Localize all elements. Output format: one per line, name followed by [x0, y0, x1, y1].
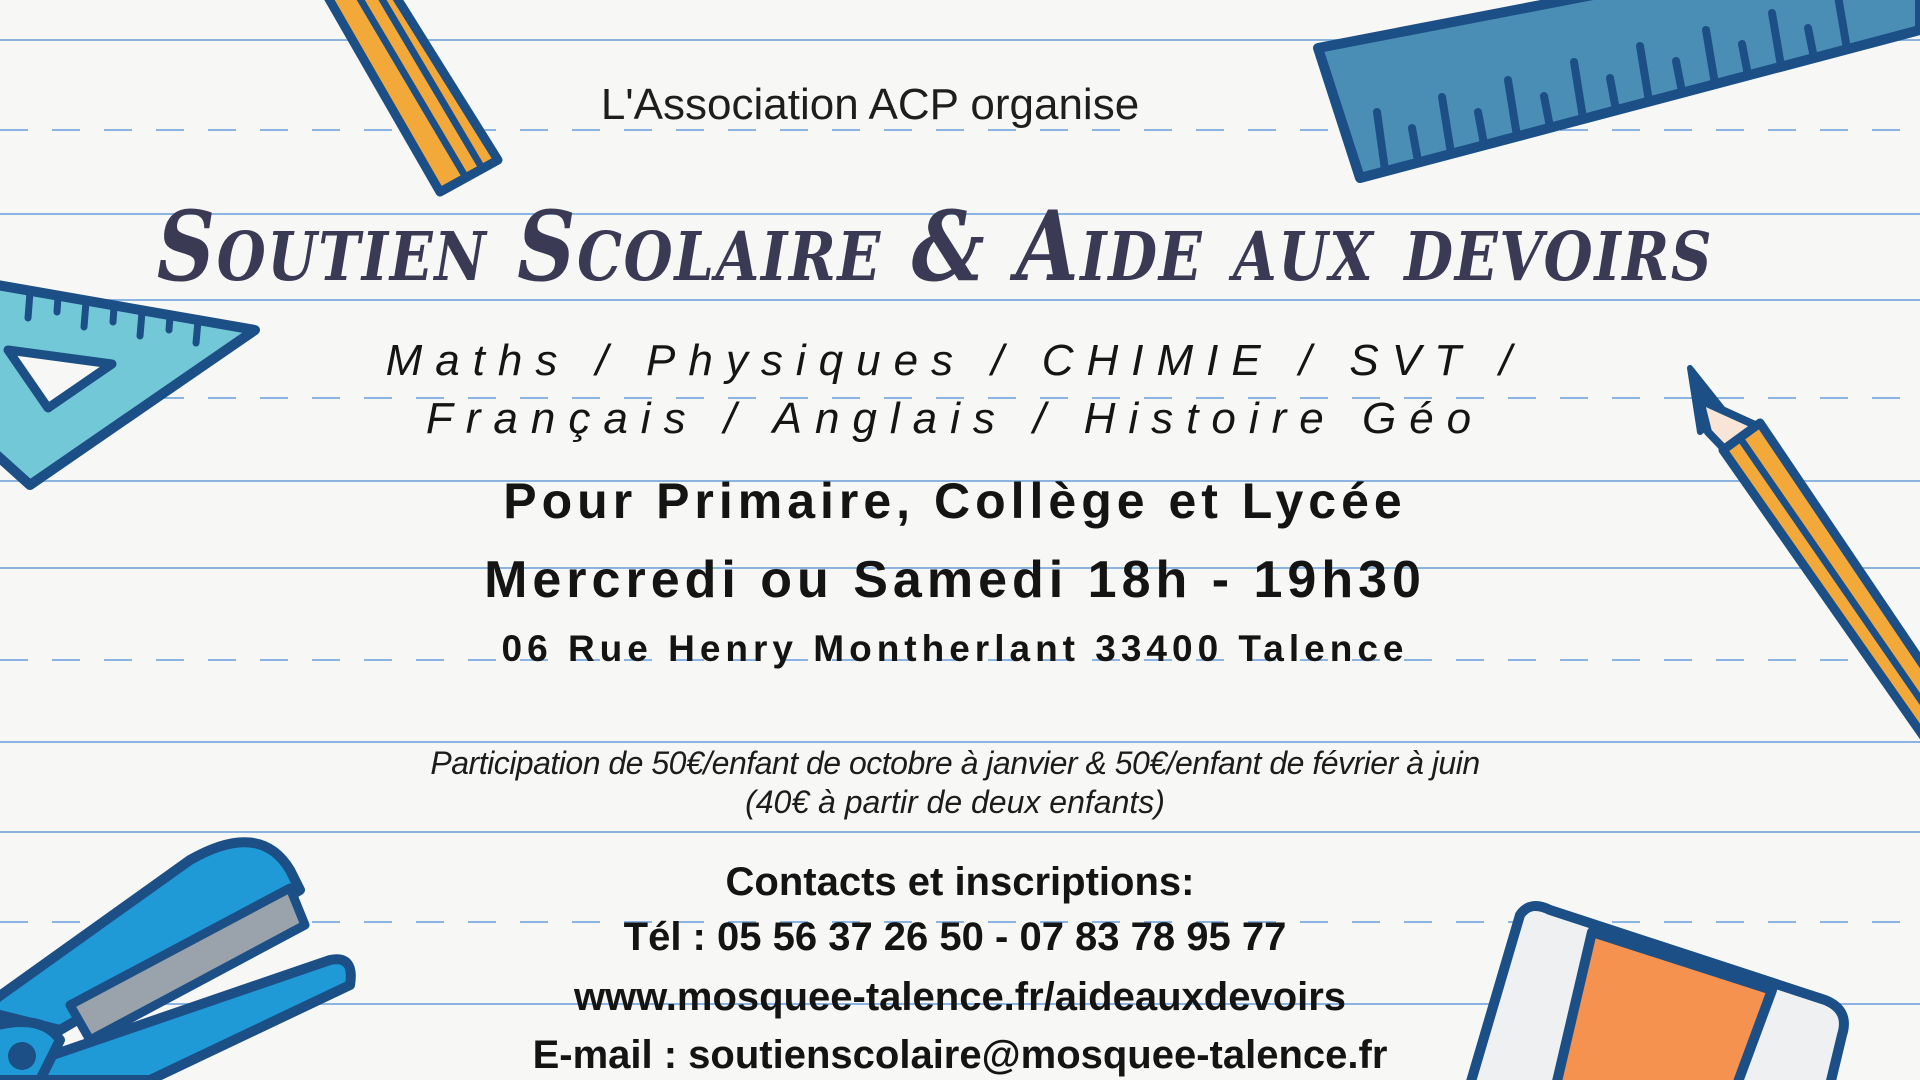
address: 06 Rue Henry Montherlant 33400 Talence [501, 628, 1409, 669]
participation-fee: Participation de 50€/enfant de octobre à janvier & 50€/enfant de février à juin [430, 745, 1480, 781]
subjects-line-2: Français / Anglais / Histoire Géo [425, 394, 1485, 443]
flyer-title: Soutien Scolaire & Aide aux devoirs [156, 190, 1714, 303]
school-levels: Pour Primaire, Collège et Lycée [503, 473, 1407, 529]
contact-phone: Tél : 05 56 37 26 50 - 07 83 78 95 77 [623, 915, 1287, 959]
intro-text: L'Association ACP organise [600, 80, 1140, 129]
contact-website: www.mosquee-talence.fr/aideauxdevoirs [573, 975, 1347, 1019]
schedule: Mercredi ou Samedi 18h - 19h30 [484, 551, 1426, 609]
participation-discount: (40€ à partir de deux enfants) [745, 784, 1165, 820]
contact-email: E-mail : soutienscolaire@mosquee-talence.fr [532, 1033, 1388, 1077]
subjects-line-1: Maths / Physiques / CHIMIE / SVT / [385, 336, 1525, 385]
contacts-title: Contacts et inscriptions: [725, 860, 1195, 904]
